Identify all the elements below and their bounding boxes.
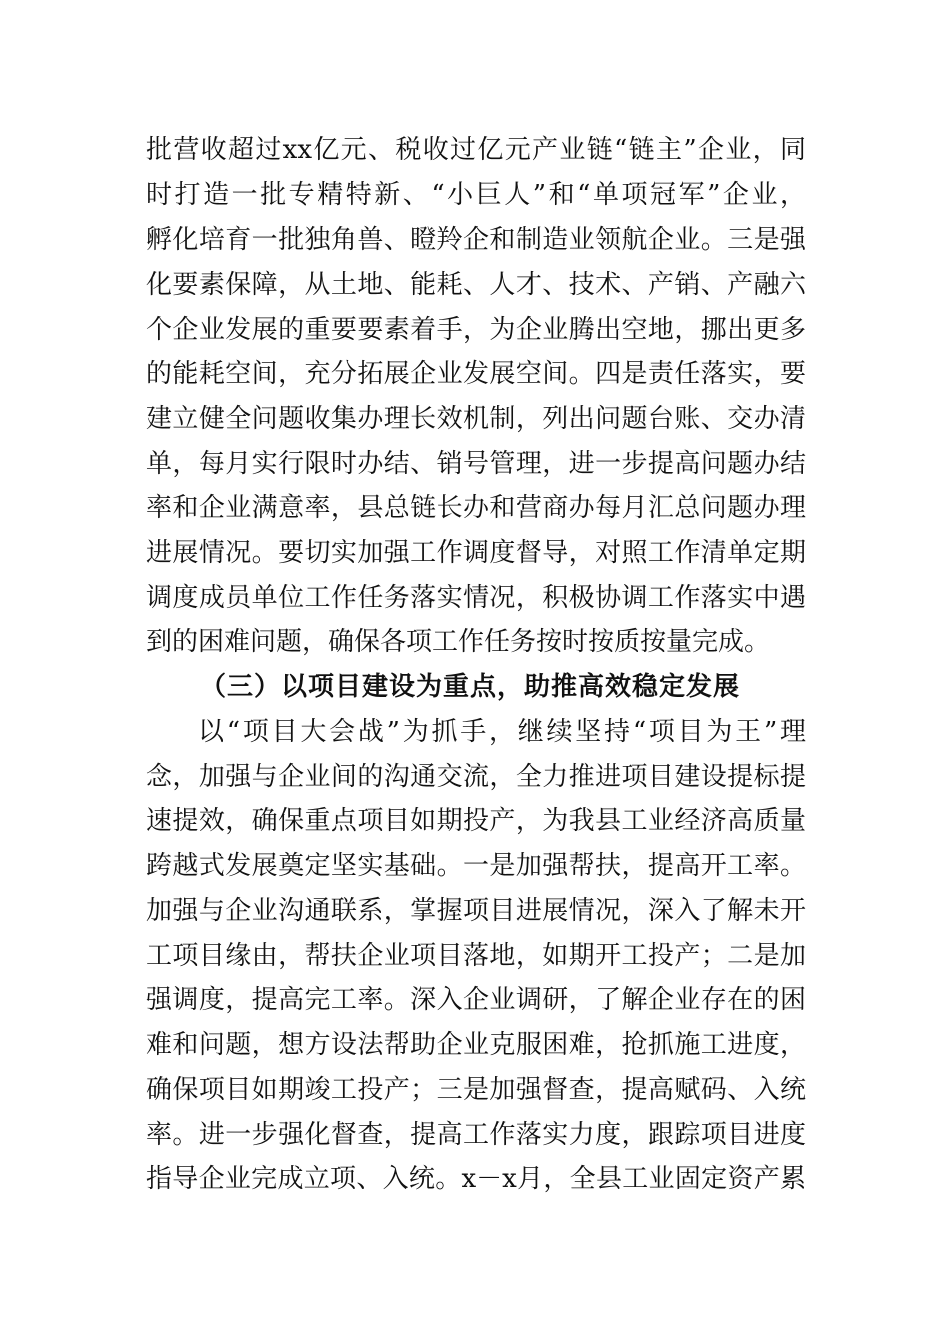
paragraph-line: 确保项目如期竣工投产；三是加强督查，提高赋码、入统 [146,1075,806,1105]
paragraph-line: 以“项目大会战”为抓手，继续坚持“项目为王”理 [198,717,806,747]
paragraph-line: 率。进一步强化督查，提高工作落实力度，跟踪项目进度 [146,1120,806,1150]
paragraph-line: 孵化培育一批独角兽、瞪羚企和制造业领航企业。三是强 [146,225,806,255]
paragraph-line: 调度成员单位工作任务落实情况，积极协调工作落实中遇 [146,583,806,613]
paragraph-line: 的能耗空间，充分拓展企业发展空间。四是责任落实，要 [146,359,806,389]
paragraph-line: 时打造一批专精特新、“小巨人”和“单项冠军”企业， [146,180,806,210]
paragraph-line: 率和企业满意率，县总链长办和营商办每月汇总问题办理 [146,493,806,523]
paragraph-line: 批营收超过xx亿元、税收过亿元产业链“链主”企业，同 [146,135,806,165]
paragraph-line: 进展情况。要切实加强工作调度督导，对照工作清单定期 [146,538,806,568]
paragraph-line: 跨越式发展奠定坚实基础。一是加强帮扶，提高开工率。 [146,851,806,881]
paragraph-line: 工项目缘由，帮扶企业项目落地，如期开工投产；二是加 [146,941,806,971]
paragraph-line: 单，每月实行限时办结、销号管理，进一步提高问题办结 [146,449,806,479]
paragraph-line: 加强与企业沟通联系，掌握项目进展情况，深入了解未开 [146,896,806,926]
paragraph-line: 建立健全问题收集办理长效机制，列出问题台账、交办清 [146,404,806,434]
paragraph-line: 到的困难问题，确保各项工作任务按时按质按量完成。 [146,627,771,657]
paragraph-line: 念，加强与企业间的沟通交流，全力推进项目建设提标提 [146,762,806,792]
paragraph-line: 化要素保障，从土地、能耗、人才、技术、产销、产融六 [146,270,806,300]
paragraph-line: 速提效，确保重点项目如期投产，为我县工业经济高质量 [146,806,806,836]
paragraph-line: 指导企业完成立项、入统。x－x月，全县工业固定资产累 [146,1164,806,1194]
paragraph-line: 个企业发展的重要要素着手，为企业腾出空地，挪出更多 [146,315,806,345]
paragraph-line: 强调度，提高完工率。深入企业调研，了解企业存在的困 [146,985,806,1015]
paragraph-line: 难和问题，想方设法帮助企业克服困难，抢抓施工进度， [146,1030,806,1060]
section-heading: （三）以项目建设为重点，助推高效稳定发展 [200,672,741,702]
